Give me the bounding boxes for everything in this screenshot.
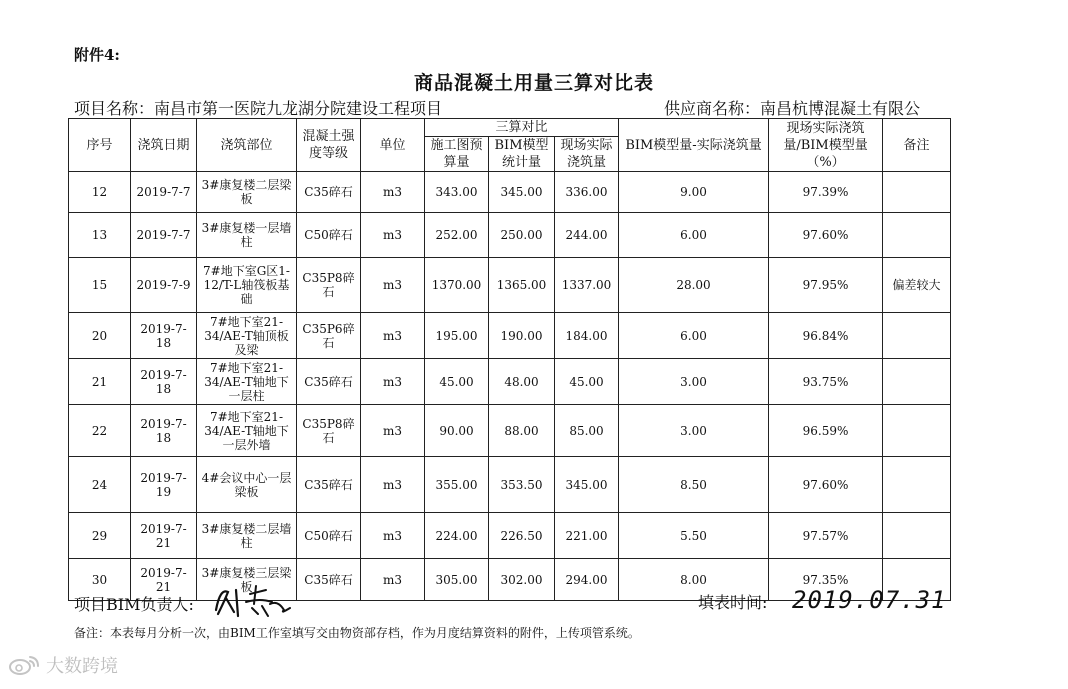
cell-grade: C35P8碎石 <box>297 405 361 457</box>
header-location: 浇筑部位 <box>197 119 297 172</box>
cell-diff: 9.00 <box>619 172 769 213</box>
cell-ratio: 97.57% <box>769 513 883 559</box>
watermark <box>8 652 118 678</box>
cell-bim: 1365.00 <box>489 258 555 313</box>
cell-location: 3#康复楼二层梁板 <box>197 172 297 213</box>
cell-ratio: 96.84% <box>769 313 883 359</box>
cell-grade: C35碎石 <box>297 172 361 213</box>
cell-actual: 1337.00 <box>555 258 619 313</box>
cell-ratio: 97.95% <box>769 258 883 313</box>
comparison-table <box>68 118 951 601</box>
cell-diff: 5.50 <box>619 513 769 559</box>
cell-remark <box>883 313 951 359</box>
cell-date: 2019-7-19 <box>131 457 197 513</box>
cell-bim: 48.00 <box>489 359 555 405</box>
cell-seq: 21 <box>69 359 131 405</box>
cell-unit: m3 <box>361 313 425 359</box>
cell-seq: 22 <box>69 405 131 457</box>
cell-design: 45.00 <box>425 359 489 405</box>
cell-diff: 3.00 <box>619 405 769 457</box>
cell-bim: 88.00 <box>489 405 555 457</box>
table-row <box>69 405 951 457</box>
project-name: 项目名称：南昌市第一医院九龙湖分院建设工程项目 <box>74 99 443 118</box>
cell-design: 224.00 <box>425 513 489 559</box>
cell-design: 252.00 <box>425 213 489 258</box>
table-row <box>69 513 951 559</box>
cell-remark <box>883 405 951 457</box>
cell-location: 7#地下室21-34/AE-T轴地下一层外墙 <box>197 405 297 457</box>
cell-ratio: 97.60% <box>769 457 883 513</box>
cell-grade: C35碎石 <box>297 457 361 513</box>
cell-grade: C35碎石 <box>297 559 361 601</box>
cell-actual: 244.00 <box>555 213 619 258</box>
cell-date: 2019-7-7 <box>131 213 197 258</box>
cell-grade: C50碎石 <box>297 513 361 559</box>
cell-location: 3#康复楼二层墙柱 <box>197 513 297 559</box>
cell-bim: 226.50 <box>489 513 555 559</box>
fill-time-value: 2019.07.31 <box>792 586 947 614</box>
cell-date: 2019-7-18 <box>131 313 197 359</box>
attachment-label: 附件4: <box>74 46 120 64</box>
cell-unit: m3 <box>361 513 425 559</box>
cell-unit: m3 <box>361 172 425 213</box>
cell-diff: 3.00 <box>619 359 769 405</box>
cell-actual: 336.00 <box>555 172 619 213</box>
cell-grade: C35P6碎石 <box>297 313 361 359</box>
cell-unit: m3 <box>361 258 425 313</box>
cell-seq: 15 <box>69 258 131 313</box>
supplier-name: 供应商名称：南昌杭博混凝土有限公 <box>664 99 921 118</box>
cell-actual: 294.00 <box>555 559 619 601</box>
cell-grade: C35P8碎石 <box>297 258 361 313</box>
cell-diff: 28.00 <box>619 258 769 313</box>
cell-diff: 8.00 <box>619 559 769 601</box>
cell-bim: 190.00 <box>489 313 555 359</box>
table-row <box>69 258 951 313</box>
cell-design: 195.00 <box>425 313 489 359</box>
cell-ratio: 97.60% <box>769 213 883 258</box>
cell-date: 2019-7-21 <box>131 559 197 601</box>
cell-diff: 8.50 <box>619 457 769 513</box>
cell-ratio: 96.59% <box>769 405 883 457</box>
cell-design: 305.00 <box>425 559 489 601</box>
cell-date: 2019-7-7 <box>131 172 197 213</box>
table-row <box>69 457 951 513</box>
header-seq: 序号 <box>69 119 131 172</box>
cell-seq: 30 <box>69 559 131 601</box>
cell-unit: m3 <box>361 457 425 513</box>
cell-diff: 6.00 <box>619 213 769 258</box>
cell-design: 343.00 <box>425 172 489 213</box>
cell-seq: 13 <box>69 213 131 258</box>
cell-remark: 偏差较大 <box>883 258 951 313</box>
header-ratio: 现场实际浇筑量/BIM模型量（%） <box>769 119 883 172</box>
cell-ratio: 97.39% <box>769 172 883 213</box>
cell-grade: C35碎石 <box>297 359 361 405</box>
bim-responsible-label: 项目BIM负责人: <box>74 595 194 614</box>
header-design: 施工图预算量 <box>425 137 489 172</box>
cell-date: 2019-7-18 <box>131 359 197 405</box>
cell-location: 4#会议中心一层梁板 <box>197 457 297 513</box>
cell-remark <box>883 513 951 559</box>
cell-location: 7#地下室G区1-12/T-L轴筏板基础 <box>197 258 297 313</box>
cell-seq: 20 <box>69 313 131 359</box>
cell-unit: m3 <box>361 559 425 601</box>
cell-bim: 250.00 <box>489 213 555 258</box>
header-unit: 单位 <box>361 119 425 172</box>
table-row <box>69 359 951 405</box>
header-diff: BIM模型量-实际浇筑量 <box>619 119 769 172</box>
cell-date: 2019-7-9 <box>131 258 197 313</box>
header-grade: 混凝土强度等级 <box>297 119 361 172</box>
footnote: 备注：本表每月分析一次，由BIM工作室填写交由物资部存档，作为月度结算资料的附件，上传项管系统。 <box>74 626 640 640</box>
cell-design: 90.00 <box>425 405 489 457</box>
cell-bim: 345.00 <box>489 172 555 213</box>
cell-seq: 29 <box>69 513 131 559</box>
fill-time-label: 填表时间: <box>698 593 768 612</box>
header-bim: BIM模型统计量 <box>489 137 555 172</box>
cell-location: 3#康复楼一层墙柱 <box>197 213 297 258</box>
table-row <box>69 213 951 258</box>
cell-grade: C50碎石 <box>297 213 361 258</box>
cell-seq: 24 <box>69 457 131 513</box>
cell-bim: 353.50 <box>489 457 555 513</box>
table-row <box>69 313 951 359</box>
cell-actual: 184.00 <box>555 313 619 359</box>
header-date: 浇筑日期 <box>131 119 197 172</box>
cell-location: 7#地下室21-34/AE-T轴顶板及梁 <box>197 313 297 359</box>
cell-ratio: 93.75% <box>769 359 883 405</box>
header-three-calc: 三算对比 <box>425 119 619 137</box>
cell-actual: 85.00 <box>555 405 619 457</box>
cell-diff: 6.00 <box>619 313 769 359</box>
watermark-text: 大数跨境 <box>46 656 118 677</box>
cell-design: 1370.00 <box>425 258 489 313</box>
cell-actual: 345.00 <box>555 457 619 513</box>
header-remark: 备注 <box>883 119 951 172</box>
cell-ratio: 97.35% <box>769 559 883 601</box>
cell-unit: m3 <box>361 405 425 457</box>
document-title: 商品混凝土用量三算对比表 <box>413 72 654 94</box>
header-actual: 现场实际浇筑量 <box>555 137 619 172</box>
cell-design: 355.00 <box>425 457 489 513</box>
cell-date: 2019-7-21 <box>131 513 197 559</box>
cell-location: 7#地下室21-34/AE-T轴地下一层柱 <box>197 359 297 405</box>
handwritten-signature <box>206 580 301 620</box>
cell-bim: 302.00 <box>489 559 555 601</box>
cell-actual: 45.00 <box>555 359 619 405</box>
cell-location: 3#康复楼三层梁板 <box>197 559 297 601</box>
cell-unit: m3 <box>361 213 425 258</box>
cell-date: 2019-7-18 <box>131 405 197 457</box>
cell-actual: 221.00 <box>555 513 619 559</box>
table-row <box>69 172 951 213</box>
weibo-icon <box>8 653 42 677</box>
cell-remark <box>883 213 951 258</box>
cell-seq: 12 <box>69 172 131 213</box>
cell-remark <box>883 359 951 405</box>
cell-remark <box>883 172 951 213</box>
cell-remark <box>883 457 951 513</box>
cell-unit: m3 <box>361 359 425 405</box>
